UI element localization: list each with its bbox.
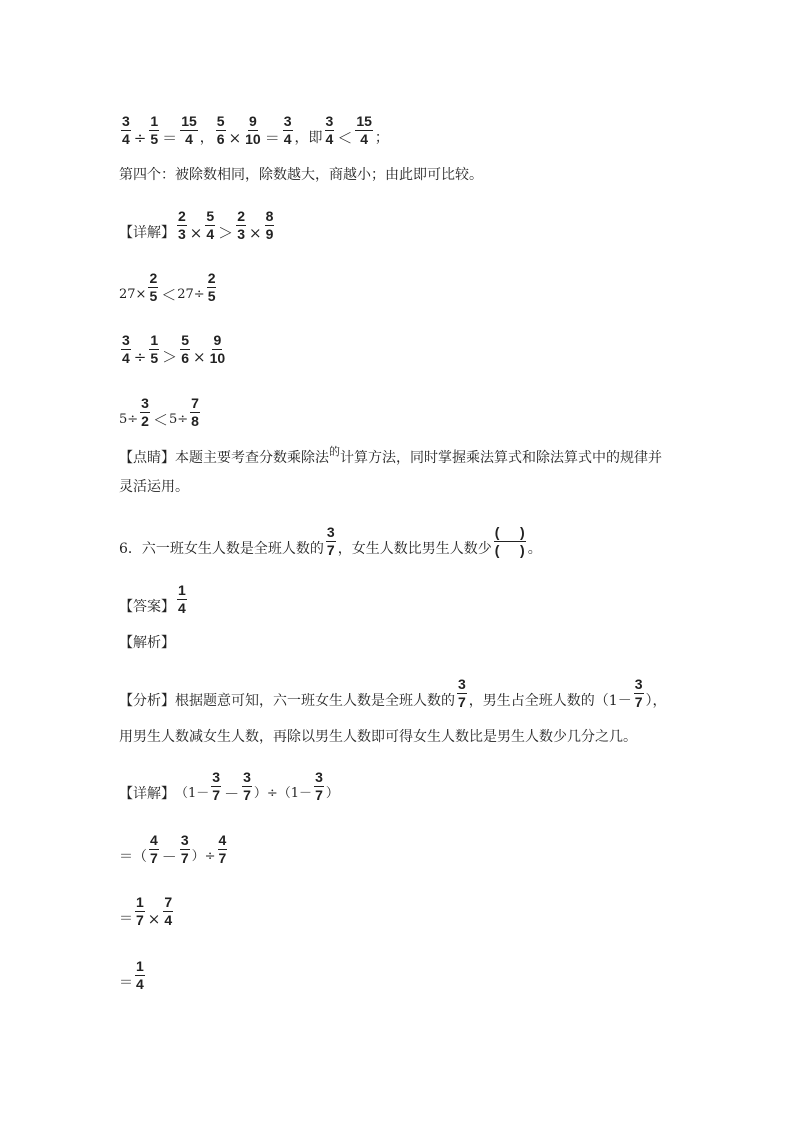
operator: ＜	[337, 129, 353, 147]
fraction: $\frac{3}{4}$	[122, 332, 130, 366]
fraction: $\frac{5}{4}$	[206, 208, 215, 242]
operator: ×	[189, 224, 203, 242]
operator: ×	[228, 129, 242, 147]
fraction: $\frac{2}{5}$	[149, 270, 158, 304]
question-6: 6．六一班女生人数是全班人数的 $\frac{3}{7}$ ，女生人数比男生人数少 ( ) ( ) 。	[119, 524, 542, 558]
detail-line-1	[119, 202, 276, 242]
fraction: $\frac{3}{4}$	[325, 113, 334, 147]
fraction: $\frac{5}{6}$	[216, 113, 225, 147]
separator: ，即	[294, 130, 323, 146]
fraction: $\frac{3}{7}$	[326, 524, 335, 558]
fraction: $\frac{2}{3}$	[178, 208, 186, 242]
operator: ＞	[162, 348, 178, 366]
fraction: $\frac{1}{7}$	[136, 894, 144, 928]
fraction: $\frac{4}{7}$	[218, 832, 227, 866]
fraction: $\frac{1}{4}$	[178, 582, 186, 616]
solution-line-1	[119, 107, 389, 147]
fraction: $\frac{15}{4}$	[356, 113, 372, 147]
analysis-label: 【解析】	[119, 634, 175, 651]
fraction: $\frac{2}{3}$	[237, 208, 245, 242]
analysis-line-1: 【分析】 根据题意可知，六一班女生人数是全班人数的 $\frac{3}{7}$ ，男生占全班人数的（1－ $\frac{3}{7}$ ），	[119, 676, 667, 710]
fraction: $\frac{5}{6}$	[181, 332, 189, 366]
fraction: $\frac{3}{7}$	[634, 676, 643, 710]
fraction: $\frac{15}{4}$	[181, 113, 197, 147]
answer-blank-fraction[interactable]: ( ) ( )	[494, 524, 525, 558]
detail-line-4: 5÷ $\frac{3}{2}$ ＜ 5÷ $\frac{7}{8}$	[119, 395, 199, 429]
section-label: 【答案】	[119, 599, 175, 615]
comparison-rule-text: 第四个：被除数相同，除数越大，商越小；由此即可比较。	[119, 166, 483, 183]
fraction: $\frac{7}{4}$	[164, 894, 173, 928]
operator: ×	[248, 224, 262, 242]
fraction: $\frac{3}{4}$	[122, 113, 130, 147]
answer-line	[119, 576, 189, 616]
operator: －	[161, 848, 177, 866]
section-label: 【点睛】	[119, 449, 175, 466]
operator: ＜	[161, 286, 177, 304]
fraction: $\frac{3}{7}$	[212, 769, 221, 803]
operator: －	[224, 785, 240, 803]
fraction: $\frac{3}{4}$	[283, 113, 292, 147]
operator: ×	[192, 348, 206, 366]
operator: ＜	[152, 411, 168, 429]
operator: ＝	[264, 129, 280, 147]
operator: ×	[147, 910, 161, 928]
operator: ÷	[133, 348, 147, 366]
fraction: $\frac{3}{7}$	[315, 769, 323, 803]
fraction: $\frac{8}{9}$	[265, 208, 274, 242]
fraction: $\frac{1}{5}$	[150, 332, 159, 366]
solution-step-2: ＝ $\frac{1}{7}$ × $\frac{7}{4}$	[119, 894, 173, 928]
key-point-text-cont: 灵活运用。	[119, 478, 189, 495]
solution-detail-line: 【详解】 （1－ $\frac{3}{7}$ － $\frac{3}{7}$ ）÷（1－ $\frac{3}{7}$ ）	[119, 769, 339, 803]
separator: ，	[199, 130, 214, 146]
operator: ＞	[218, 224, 234, 242]
fraction: $\frac{3}{7}$	[458, 676, 466, 710]
fraction: $\frac{7}{8}$	[191, 395, 199, 429]
fraction: $\frac{3}{7}$	[243, 769, 251, 803]
fraction: $\frac{3}{2}$	[141, 395, 149, 429]
fraction: $\frac{9}{10}$	[209, 332, 226, 366]
fraction: $\frac{2}{5}$	[207, 270, 216, 304]
section-label: 【详解】	[119, 786, 175, 802]
detail-line-3	[119, 326, 228, 366]
analysis-line-2: 用男生人数减女生人数，再除以男生人数即可得女生人数比是男生人数少几分之几。	[119, 728, 637, 745]
fraction: $\frac{1}{4}$	[136, 958, 144, 992]
separator: ；	[374, 130, 389, 146]
operator: ÷	[133, 129, 147, 147]
detail-line-2: 27× $\frac{2}{5}$ ＜ 27÷ $\frac{2}{5}$	[119, 270, 216, 304]
fraction: $\frac{9}{10}$	[245, 113, 261, 147]
fraction: $\frac{4}{7}$	[150, 832, 158, 866]
section-label: 【分析】	[119, 693, 175, 709]
solution-step-3: ＝ $\frac{1}{4}$	[119, 958, 144, 992]
solution-step-1: ＝（ $\frac{4}{7}$ － $\frac{3}{7}$ ）÷ $\frac{4}{7}$	[119, 832, 227, 866]
fraction: $\frac{3}{7}$	[180, 832, 189, 866]
fraction: $\frac{1}{5}$	[150, 113, 159, 147]
operator: ＝	[162, 129, 178, 147]
section-label: 【详解】	[119, 225, 175, 241]
key-point-text: 【点睛】 本题主要考查分数乘除法 的 计算方法，同时掌握乘法算式和除法算式中的规律并	[119, 444, 662, 466]
